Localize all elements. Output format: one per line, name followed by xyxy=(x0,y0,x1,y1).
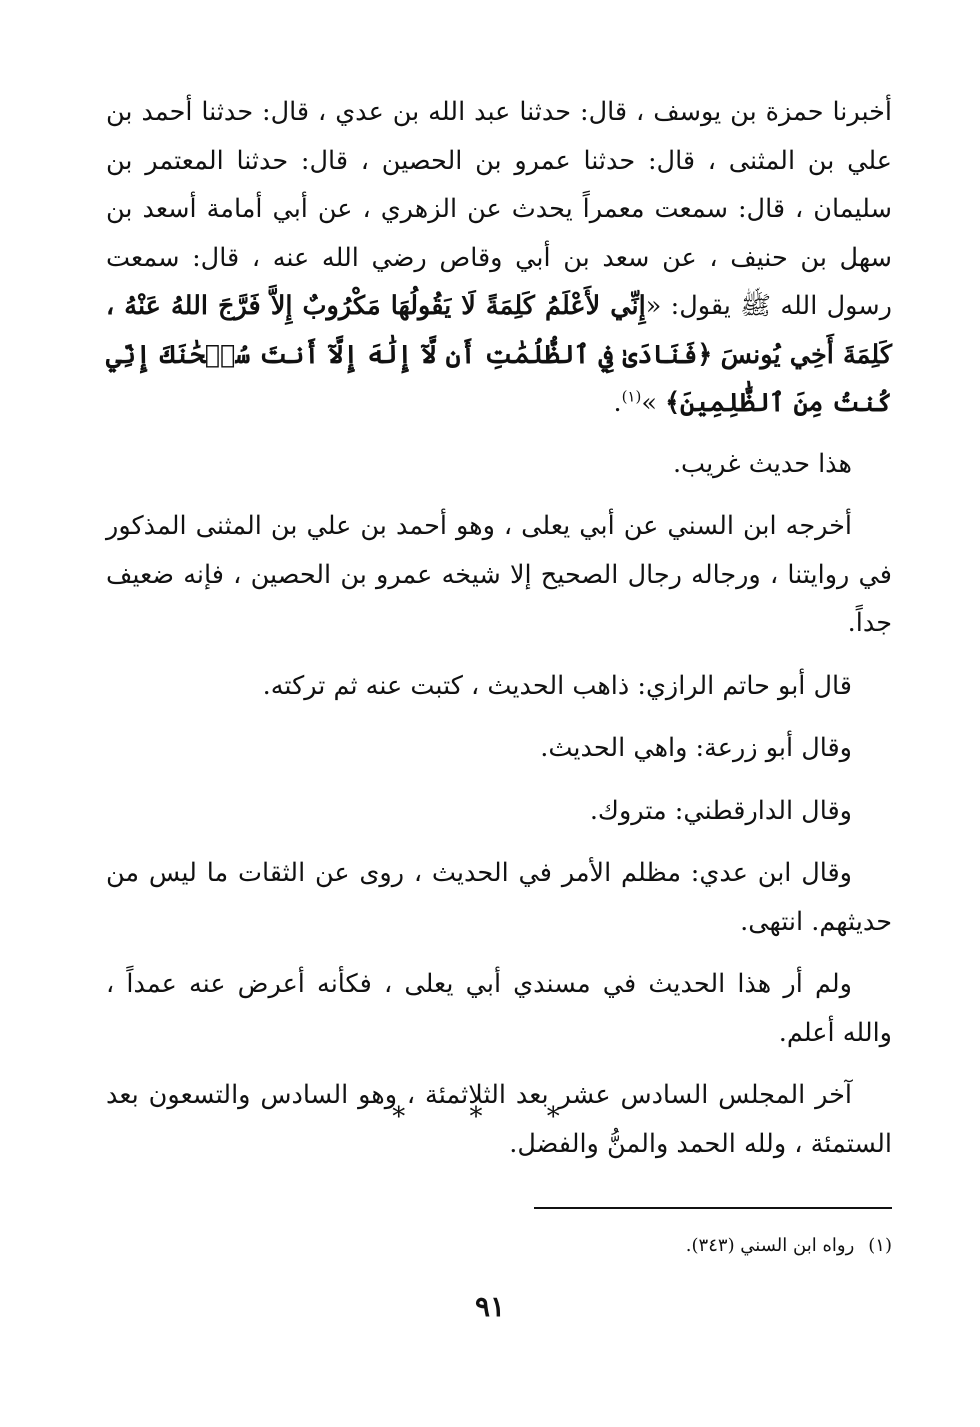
paragraph-abu-zura: وقال أبو زرعة: واهي الحديث. xyxy=(540,733,852,763)
section-separator: * * * xyxy=(392,1102,588,1132)
matn-open-quote: « xyxy=(645,291,662,321)
footnote-text: رواه ابن السني (٣٤٣). xyxy=(685,1235,855,1256)
footnote-number: (١) xyxy=(868,1235,892,1256)
paragraph-takhrij: أخرجه ابن السني عن أبي يعلى ، وهو أحمد بن علي بن المثنى المذكور في روايتنا ، ورجاله رجال الصحيح إلا شيخه عمرو بن الحصين ، فإنه ضعيف جداً. xyxy=(106,511,892,638)
paragraph-daraqutni: وقال الدارقطني: متروك. xyxy=(589,795,852,826)
paragraph-ibn-adi: وقال ابن عدي: مظلم الأمر في الحديث ، روى عن الثقات ما ليس من حديثهم. انتهى. xyxy=(106,858,892,937)
paragraph-grading: هذا حديث غريب. xyxy=(672,448,852,479)
quran-verse: ﴿فَنَادَىٰ فِي ٱلظُّلُمَٰتِ أَن لَّآ إِلَٰهَ إِلَّآ أَنتَ سُبۡحَٰنَكَ إِنِّي كُنتُ مِنَ ٱلظَّٰلِمِينَ﴾ xyxy=(106,339,892,418)
paragraph-musnad-note: ولم أر هذا الحديث في مسندي أبي يعلى ، فكأنه أعرض عنه عمداً ، والله أعلم. xyxy=(106,969,892,1048)
footnote-divider xyxy=(534,1207,892,1209)
page-number: ٩١ xyxy=(474,1290,506,1323)
footnote-reference: (١) xyxy=(621,387,642,406)
paragraph-abu-hatim: قال أبو حاتم الرازي: ذاهب الحديث ، كتبت عنه ثم تركته. xyxy=(262,670,852,701)
hadith-end: . xyxy=(613,388,622,418)
paragraph-majlis-end: آخر المجلس السادس عشر بعد الثلاثمئة ، وهو السادس والتسعون بعد الستمئة ، ولله الحمد والمنُّ والفضل. xyxy=(106,1080,892,1159)
footnote xyxy=(420,1232,892,1260)
main-text xyxy=(106,88,892,1182)
matn-close-quote: » xyxy=(641,388,657,418)
hadith-isnad: أخبرنا حمزة بن يوسف ، قال: حدثنا عبد الله بن عدي ، قال: حدثنا أحمد بن علي بن المثنى ، قال: حدثنا عمرو بن الحصين ، قال: حدثنا المعتمر بن سليمان ، قال: سمعت معمراً يحدث عن الزهري ، عن أبي أمامة أسعد بن سهل بن حنيف ، عن سعد بن أبي وقاص رضي الله عنه ، قال: سمعت رسول الله ﷺ يقول: xyxy=(106,97,892,321)
hadith-paragraph xyxy=(106,88,892,428)
hadith-matn: إِنِّي لأَعْلَمُ كَلِمَةً لَا يَقُولُهَا مَكْرُوبٌ إِلاَّ فَرَّجَ اللهُ عَنْهُ ، كَلِمَةَ أَخِي يُونسَ xyxy=(106,291,892,370)
